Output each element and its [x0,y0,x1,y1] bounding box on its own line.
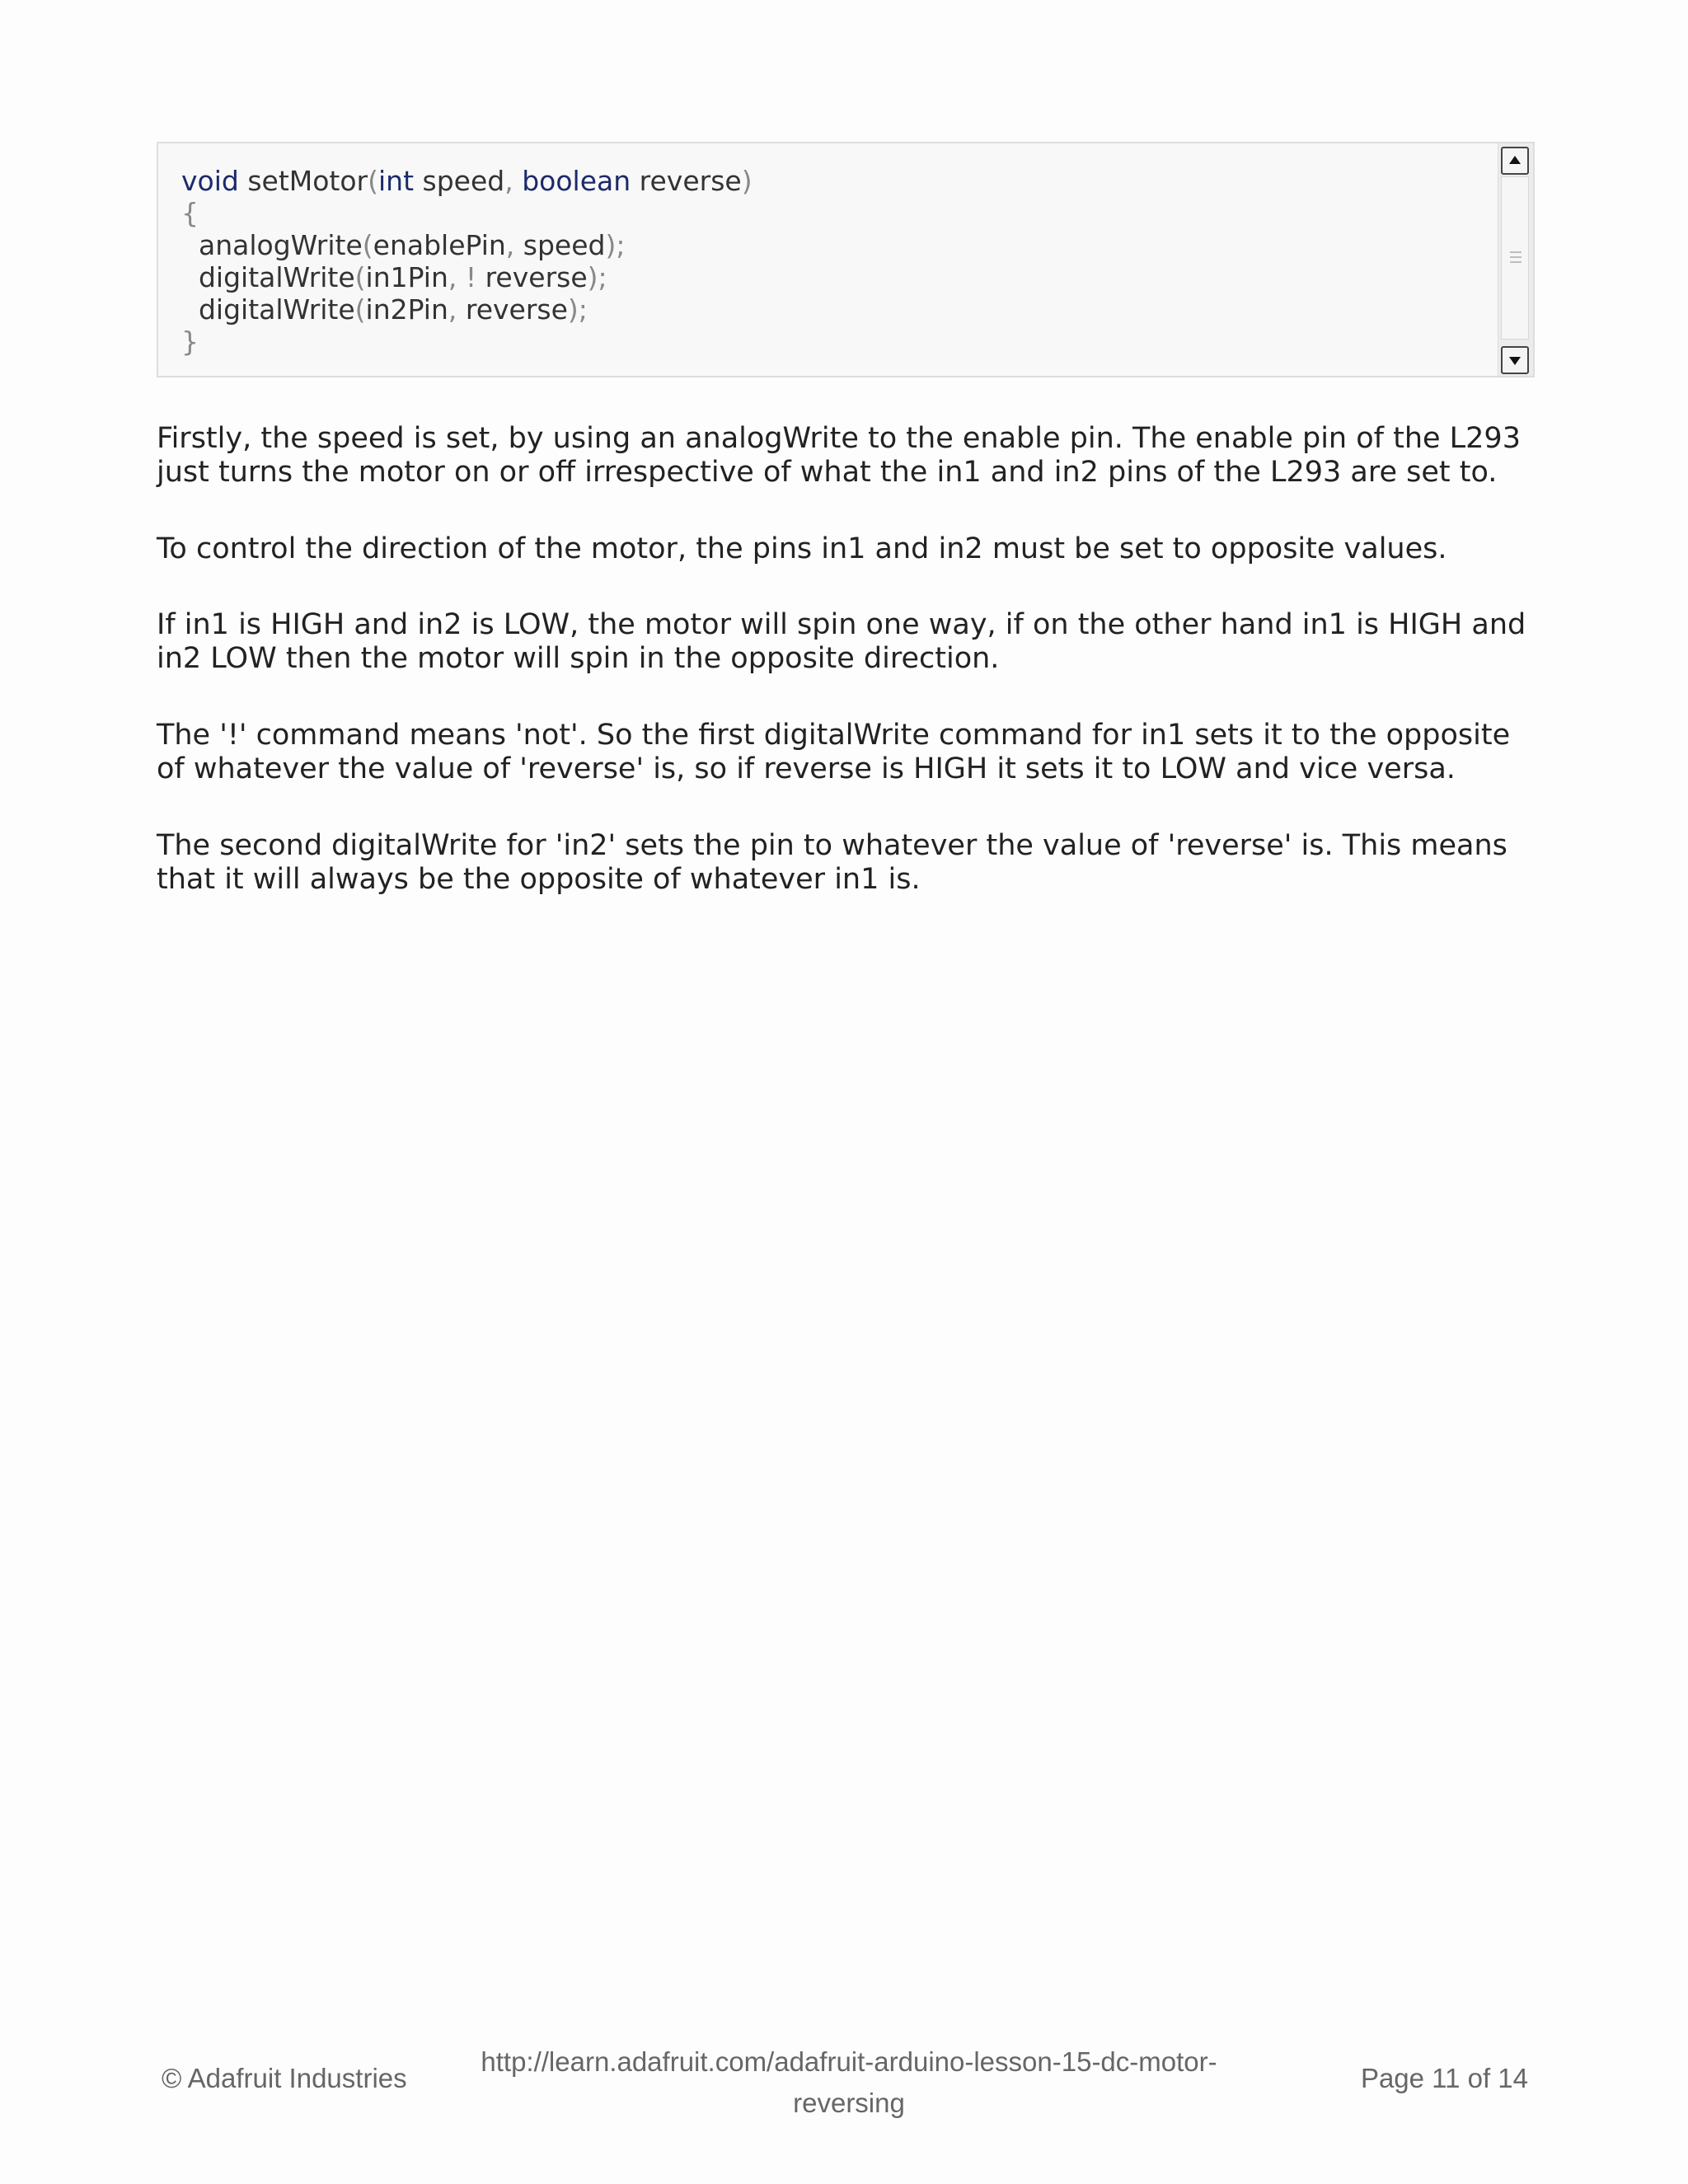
code-brace: { [181,197,199,229]
code-argument: in2Pin [365,293,448,326]
footer-url-line2[interactable]: reversing [793,2088,905,2118]
paragraph-not-command: The '!' command means 'not'. So the first digitalWrite command for in1 sets it to the opposite of whatever the value of 'reverse' is, so if reverse is HIGH it sets it to LOW and vice versa. [157,719,1511,785]
code-keyword: boolean [522,165,631,197]
code-text [181,165,753,358]
code-function-name: digitalWrite [181,293,355,326]
code-argument: reverse [485,261,588,293]
triangle-down-icon [1509,357,1521,365]
code-argument: in1Pin [365,261,448,293]
code-function-name: analogWrite [181,229,363,261]
code-punctuation: ); [605,229,626,261]
code-punctuation: , [448,293,466,326]
code-argument: speed [523,229,606,261]
code-function-name: digitalWrite [181,261,355,293]
scroll-grip-icon [1510,251,1522,266]
code-scrollbar[interactable] [1498,143,1533,376]
footer-url-line1[interactable]: http://learn.adafruit.com/adafruit-arduino-lesson-15-dc-motor- [481,2046,1217,2077]
paragraph-speed: Firstly, the speed is set, by using an analogWrite to the enable pin. The enable pin of the L293 just turns the motor on or off irrespective of what the in1 and in2 pins of the L293 are set to. [157,422,1521,489]
code-keyword: void [181,165,239,197]
code-punctuation: , [505,229,523,261]
triangle-up-icon [1509,156,1521,164]
paragraph-spin: If in1 is HIGH and in2 is LOW, the motor will spin one way, if on the other hand in1 is HIGH and in2 LOW then the motor will spin in the opposite direction. [157,608,1526,675]
code-punctuation: ) [741,165,753,197]
code-argument: enablePin [373,229,506,261]
code-argument: speed [414,165,505,197]
code-punctuation: ); [587,261,607,293]
code-block [157,142,1535,377]
scroll-thumb[interactable] [1501,176,1529,340]
code-keyword: int [378,165,415,197]
code-punctuation: , [504,165,523,197]
scroll-up-button[interactable] [1501,147,1529,175]
footer-url[interactable] [437,2041,1261,2124]
code-punctuation: ( [354,293,366,326]
code-punctuation: ); [567,293,588,326]
paragraph-direction: To control the direction of the motor, the pins in1 and in2 must be set to opposite values. [157,532,1447,565]
scroll-down-button[interactable] [1501,346,1529,374]
footer-copyright: © Adafruit Industries [162,2063,407,2093]
code-argument: reverse [631,165,742,197]
code-argument: reverse [465,293,568,326]
code-punctuation: , ! [448,261,485,293]
code-function-name: setMotor [238,165,368,197]
code-brace: } [181,326,199,358]
paragraph-second-write: The second digitalWrite for 'in2' sets the pin to whatever the value of 'reverse' is. This means that it will always be the opposite of whatever in1 is. [157,829,1507,896]
footer-page-number: Page 11 of 14 [1360,2063,1528,2093]
code-punctuation: ( [362,229,373,261]
code-punctuation: ( [368,165,379,197]
code-punctuation: ( [354,261,366,293]
